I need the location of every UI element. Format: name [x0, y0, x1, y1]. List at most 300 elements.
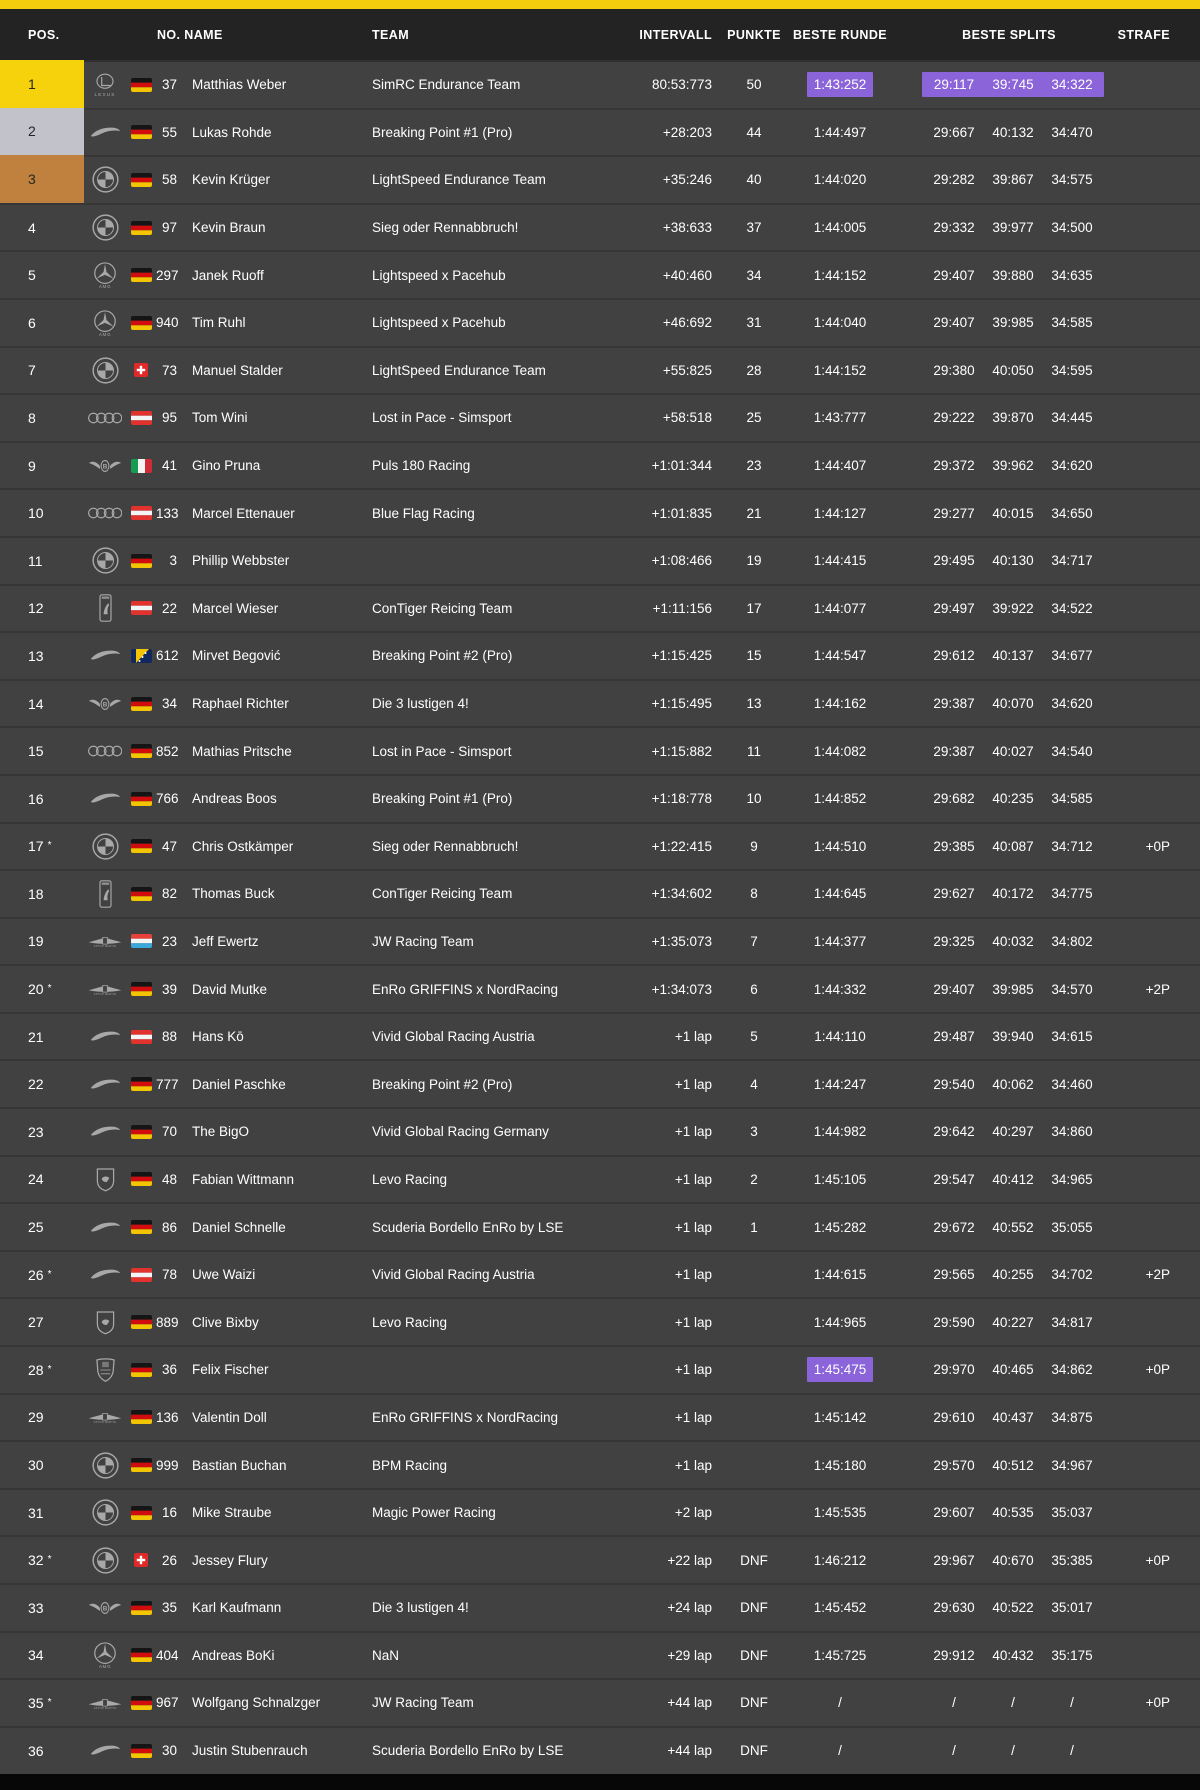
best-lap-cell: [796, 453, 884, 478]
points-value: 44: [746, 124, 762, 140]
best-lap-cell: [796, 1167, 884, 1192]
table-row: [0, 108, 1200, 156]
best-lap-value: 1:45:282: [813, 1219, 867, 1235]
points-value: 13: [746, 696, 762, 712]
split-2-value: 39:922: [992, 600, 1034, 616]
best-splits-cell: [884, 596, 1106, 621]
interval-value: +44 lap: [667, 1695, 712, 1711]
best-splits-group: [922, 1405, 1104, 1430]
driver-name: Bastian Buchan: [192, 1457, 287, 1473]
team-name: SimRC Endurance Team: [372, 77, 521, 93]
position-cell: [0, 410, 84, 426]
best-splits-cell: [884, 1643, 1106, 1668]
position-cell: [0, 315, 84, 331]
best-splits-group: [922, 405, 1104, 430]
points-value: 9: [750, 838, 758, 854]
car-number: 22: [161, 600, 177, 616]
position-number: 13: [28, 647, 44, 664]
driver-name: Andreas BoKi: [192, 1647, 275, 1663]
car-logo-mclaren-icon: [84, 792, 126, 805]
interval-value: +1:08:466: [651, 553, 712, 569]
table-row: [0, 1202, 1200, 1250]
flag-de-icon: [126, 1410, 156, 1424]
car-number: 3: [169, 553, 177, 569]
best-lap-cell: [796, 405, 884, 430]
driver-name: Raphael Richter: [192, 696, 289, 712]
best-splits-group: [922, 1357, 1104, 1382]
split-2-value: 40:062: [992, 1076, 1034, 1092]
best-splits-group-highlighted: [922, 72, 1104, 97]
driver-name: Daniel Paschke: [192, 1076, 286, 1092]
table-row: [0, 250, 1200, 298]
team-name: Blue Flag Racing: [372, 505, 475, 521]
svg-text:B: B: [102, 462, 108, 470]
position-cell: [0, 1029, 84, 1045]
interval-value: +22 lap: [667, 1552, 712, 1568]
best-splits-cell: [884, 1453, 1106, 1478]
best-lap-value: 1:44:852: [813, 791, 867, 807]
best-lap-value-highlighted: 1:45:475: [807, 1357, 874, 1382]
split-3-value: 34:875: [1051, 1409, 1093, 1425]
points-value: 6: [750, 981, 758, 997]
split-3-value: 34:967: [1051, 1457, 1093, 1473]
driver-name: Janek Ruoff: [192, 267, 264, 283]
best-splits-group: [922, 548, 1104, 573]
flag-ba-icon: [126, 649, 156, 663]
team-name: Levo Racing: [372, 1314, 448, 1330]
team-name: Breaking Point #2 (Pro): [372, 1076, 513, 1092]
position-number: 24: [28, 1171, 44, 1188]
position-cell: [0, 1600, 84, 1616]
svg-text:ASTON MARTIN: ASTON MARTIN: [93, 945, 117, 949]
best-lap-value: 1:44:005: [813, 220, 867, 236]
table-row: [0, 1726, 1200, 1774]
position-number: 29: [28, 1409, 44, 1426]
split-1-value: 29:540: [933, 1076, 975, 1092]
position-number: 21: [28, 1028, 44, 1045]
car-logo-bmw-icon: [84, 214, 126, 241]
interval-value: +35:246: [662, 172, 712, 188]
position-cell: [0, 1743, 84, 1759]
interval-value: +1 lap: [674, 1171, 712, 1187]
flag-de-icon: [126, 982, 156, 996]
position-cell: [0, 220, 84, 236]
best-splits-cell: [884, 739, 1106, 764]
interval-value: +46:692: [662, 315, 712, 331]
team-name: Scuderia Bordello EnRo by LSE: [372, 1219, 564, 1235]
penalty-value: +2P: [1145, 981, 1170, 997]
col-header-beste-splits: BESTE SPLITS: [962, 27, 1056, 42]
car-number: 999: [156, 1457, 179, 1473]
best-lap-cell: [796, 929, 884, 954]
driver-name: The BigO: [192, 1124, 250, 1140]
driver-name: Clive Bixby: [192, 1314, 259, 1330]
best-splits-cell: [884, 167, 1106, 192]
car-logo-mclaren-icon: [84, 126, 126, 139]
car-logo-amg-icon: [84, 261, 126, 289]
svg-text:ASTON MARTIN: ASTON MARTIN: [93, 1421, 117, 1425]
car-number: 97: [161, 220, 177, 236]
best-splits-group: [922, 358, 1104, 383]
car-logo-lexus-icon: [84, 73, 126, 97]
position-cell: [0, 1314, 84, 1330]
position-number: 14: [28, 695, 44, 712]
team-name: Vivid Global Racing Austria: [372, 1029, 535, 1045]
driver-name: Wolfgang Schnalzger: [192, 1695, 321, 1711]
flag-de-icon: [126, 1220, 156, 1234]
split-1-value: 29:672: [933, 1219, 975, 1235]
best-lap-value: 1:45:452: [813, 1600, 867, 1616]
split-3-value: 34:650: [1051, 505, 1093, 521]
table-row: [0, 1345, 1200, 1393]
position-cell: [0, 1171, 84, 1187]
best-lap-cell: [796, 1024, 884, 1049]
best-lap-value-highlighted: 1:43:252: [807, 72, 874, 97]
points-value: 8: [750, 886, 758, 902]
flag-ch-icon: [126, 1553, 156, 1567]
team-name: JW Racing Team: [372, 1695, 474, 1711]
interval-value: 80:53:773: [651, 77, 712, 93]
svg-text:AMG: AMG: [98, 284, 112, 290]
split-2-value: 39:985: [992, 315, 1034, 331]
position-cell: [0, 791, 84, 807]
best-splits-group: [922, 120, 1104, 145]
best-splits-group: [922, 215, 1104, 240]
split-1-value: 29:407: [933, 267, 975, 283]
best-lap-cell: [796, 643, 884, 668]
car-number: 82: [161, 886, 177, 902]
car-number: 47: [161, 838, 177, 854]
position-number: 20: [28, 981, 44, 998]
flag-de-icon: [126, 1744, 156, 1758]
car-number: 404: [156, 1647, 179, 1663]
split-3-value: 35:017: [1051, 1600, 1093, 1616]
best-splits-cell: [884, 786, 1106, 811]
driver-name: Valentin Doll: [192, 1409, 267, 1425]
position-cell: [0, 933, 84, 949]
best-splits-cell: [884, 834, 1106, 859]
interval-value: +1:15:495: [651, 696, 712, 712]
best-splits-group: [922, 1453, 1104, 1478]
car-number: 612: [156, 648, 179, 664]
position-cell: [0, 981, 84, 997]
car-logo-lamborghini-icon: [84, 1310, 126, 1335]
table-row: [0, 964, 1200, 1012]
position-cell: [0, 108, 84, 156]
split-3-value: 34:860: [1051, 1124, 1093, 1140]
split-3-value: 34:575: [1051, 172, 1093, 188]
flag-de-icon: [126, 268, 156, 282]
car-logo-bmw-icon: [84, 1452, 126, 1479]
flag-at-icon: [126, 411, 156, 425]
penalty-value: +2P: [1145, 1267, 1170, 1283]
position-cell: [0, 1647, 84, 1663]
interval-value: +40:460: [662, 267, 712, 283]
interval-value: +1 lap: [674, 1362, 712, 1378]
best-lap-cell: [796, 691, 884, 716]
split-1-value: 29:372: [933, 458, 975, 474]
split-2-value: 40:227: [992, 1314, 1034, 1330]
position-cell: [0, 1695, 84, 1711]
points-value: 40: [746, 172, 762, 188]
penalty-star-icon: *: [47, 1696, 52, 1708]
points-value: 15: [746, 648, 762, 664]
split-1-value: 29:407: [933, 315, 975, 331]
best-lap-value: /: [838, 1743, 842, 1759]
split-1-value: /: [952, 1743, 956, 1759]
best-lap-cell: [796, 977, 884, 1002]
best-splits-group: [922, 263, 1104, 288]
split-1-value: 29:682: [933, 791, 975, 807]
split-1-value: 29:590: [933, 1314, 975, 1330]
interval-value: +1 lap: [674, 1457, 712, 1473]
car-number: 37: [161, 77, 177, 93]
flag-de-icon: [126, 887, 156, 901]
flag-de-icon: [126, 1077, 156, 1091]
driver-name: Jeff Ewertz: [192, 933, 259, 949]
driver-name: Uwe Waizi: [192, 1267, 256, 1283]
best-lap-cell: [796, 1738, 884, 1763]
driver-name: Marcel Ettenauer: [192, 505, 295, 521]
flag-de-icon: [126, 1601, 156, 1615]
best-lap-value: 1:44:127: [813, 505, 867, 521]
table-row: [0, 1059, 1200, 1107]
best-lap-value: 1:44:982: [813, 1124, 867, 1140]
position-number: 15: [28, 743, 44, 760]
position-cell: [0, 267, 84, 283]
driver-name: Marcel Wieser: [192, 600, 279, 616]
car-logo-bmw-icon: [84, 357, 126, 384]
flag-de-icon: [126, 1363, 156, 1377]
car-number: 35: [161, 1600, 177, 1616]
team-name: Die 3 lustigen 4!: [372, 1600, 469, 1616]
best-lap-cell: [796, 263, 884, 288]
best-lap-value: 1:44:645: [813, 886, 867, 902]
points-value: 3: [750, 1124, 758, 1140]
split-1-value: /: [952, 1695, 956, 1711]
position-cell: [0, 458, 84, 474]
split-1-value: 29:325: [933, 933, 975, 949]
split-1-value: 29:565: [933, 1267, 975, 1283]
table-row: [0, 488, 1200, 536]
table-row: [0, 822, 1200, 870]
split-1-value: 29:667: [933, 124, 975, 140]
best-lap-value: 1:44:965: [813, 1314, 867, 1330]
position-number: 17: [28, 838, 44, 855]
split-2-value: 40:050: [992, 362, 1034, 378]
table-row: [0, 584, 1200, 632]
split-2-value: 39:870: [992, 410, 1034, 426]
split-1-value: 29:547: [933, 1171, 975, 1187]
best-lap-cell: [796, 739, 884, 764]
team-name: Lightspeed x Pacehub: [372, 267, 506, 283]
split-1-value: 29:487: [933, 1029, 975, 1045]
car-number: 967: [156, 1695, 179, 1711]
car-logo-audi-icon: [84, 507, 126, 519]
position-number: 12: [28, 600, 44, 617]
team-name: Scuderia Bordello EnRo by LSE: [372, 1743, 564, 1759]
best-lap-cell: [796, 358, 884, 383]
split-1-value: 29:380: [933, 362, 975, 378]
best-lap-cell: [796, 120, 884, 145]
position-number: 25: [28, 1219, 44, 1236]
flag-at-icon: [126, 1268, 156, 1282]
split-2-value: /: [1011, 1695, 1015, 1711]
table-row: [0, 298, 1200, 346]
best-lap-value: 1:44:377: [813, 933, 867, 949]
position-cell: [0, 1267, 84, 1283]
split-3-value: 35:385: [1051, 1552, 1093, 1568]
best-splits-cell: [884, 1024, 1106, 1049]
best-lap-cell: [796, 834, 884, 859]
driver-name: Kevin Braun: [192, 220, 266, 236]
split-2-value: 40:465: [992, 1362, 1034, 1378]
position-cell: [0, 1076, 84, 1092]
interval-value: +38:633: [662, 220, 712, 236]
position-cell: [0, 1552, 84, 1568]
split-1-value: 29:630: [933, 1600, 975, 1616]
best-splits-group: [922, 1167, 1104, 1192]
best-splits-cell: [884, 501, 1106, 526]
split-1-value: 29:495: [933, 553, 975, 569]
position-cell: [0, 60, 84, 108]
split-3-value: 34:445: [1051, 410, 1093, 426]
table-row: [0, 869, 1200, 917]
driver-name: Andreas Boos: [192, 791, 277, 807]
svg-text:B: B: [102, 1605, 108, 1613]
position-number: 34: [28, 1647, 44, 1664]
car-logo-bmw-icon: [84, 1547, 126, 1574]
car-logo-lamborghini-icon: [84, 1167, 126, 1192]
penalty-value: +0P: [1145, 1552, 1170, 1568]
col-header-no-name: NO. NAME: [157, 27, 223, 42]
best-splits-group: [922, 1024, 1104, 1049]
table-row: [0, 917, 1200, 965]
points-value: 11: [746, 743, 761, 759]
split-1-value: 29:627: [933, 886, 975, 902]
best-lap-cell: [796, 1500, 884, 1525]
flag-de-icon: [126, 173, 156, 187]
team-name: Breaking Point #2 (Pro): [372, 648, 513, 664]
car-number: 78: [161, 1267, 177, 1283]
best-splits-cell: [884, 1119, 1106, 1144]
team-name: Die 3 lustigen 4!: [372, 696, 469, 712]
split-3-value: 34:620: [1051, 696, 1093, 712]
table-row: [0, 1535, 1200, 1583]
best-splits-cell: [884, 1405, 1106, 1430]
split-3-value: 34:595: [1051, 362, 1093, 378]
best-splits-cell: [884, 1215, 1106, 1240]
car-number: 86: [161, 1219, 177, 1235]
best-lap-value: 1:44:077: [813, 600, 867, 616]
table-row: [0, 1250, 1200, 1298]
position-number: 22: [28, 1076, 44, 1093]
table-row: [0, 679, 1200, 727]
driver-name: Manuel Stalder: [192, 362, 283, 378]
car-logo-bmw-icon: [84, 833, 126, 860]
split-3-value: 34:775: [1051, 886, 1093, 902]
team-name: NaN: [372, 1647, 400, 1663]
svg-text:ASTON MARTIN: ASTON MARTIN: [93, 993, 117, 997]
split-2-value: 40:255: [992, 1267, 1034, 1283]
split-2-value: 40:235: [992, 791, 1034, 807]
car-logo-bentley-icon: [84, 459, 126, 473]
split-1-value: 29:607: [933, 1505, 975, 1521]
split-3-value: 34:585: [1051, 791, 1093, 807]
car-number: 133: [156, 505, 179, 521]
best-lap-value: 1:44:020: [813, 172, 867, 188]
points-value: 10: [746, 791, 762, 807]
split-2-value: 40:172: [992, 886, 1034, 902]
penalty-value: +0P: [1145, 1695, 1170, 1711]
split-2-value: 40:437: [992, 1409, 1034, 1425]
best-lap-value: 1:44:162: [813, 696, 867, 712]
driver-name: Daniel Schnelle: [192, 1219, 286, 1235]
points-value: DNF: [740, 1552, 768, 1568]
position-number: 27: [28, 1314, 44, 1331]
team-name: Sieg oder Rennabbruch!: [372, 220, 519, 236]
car-logo-mclaren-icon: [84, 1030, 126, 1043]
flag-de-icon: [126, 125, 156, 139]
table-row: [0, 1393, 1200, 1441]
best-splits-cell: [884, 1738, 1106, 1763]
best-lap-value: 1:44:415: [813, 553, 867, 569]
car-number: 34: [161, 696, 177, 712]
team-name: Magic Power Racing: [372, 1505, 496, 1521]
split-1-value: 29:407: [933, 981, 975, 997]
split-3-value: 34:322: [1051, 77, 1093, 93]
split-2-value: 40:027: [992, 743, 1034, 759]
best-splits-cell: [884, 1357, 1106, 1382]
driver-name: Kevin Krüger: [192, 172, 271, 188]
driver-name: Fabian Wittmann: [192, 1171, 295, 1187]
flag-ch-icon: [126, 363, 156, 377]
split-3-value: 34:500: [1051, 220, 1093, 236]
points-value: 17: [746, 600, 762, 616]
flag-de-icon: [126, 78, 156, 92]
split-2-value: 39:867: [992, 172, 1034, 188]
split-2-value: 40:137: [992, 648, 1034, 664]
col-header-team: TEAM: [372, 27, 410, 42]
best-lap-cell: [796, 1690, 884, 1715]
penalty-star-icon: *: [47, 983, 52, 995]
interval-value: +1 lap: [674, 1124, 712, 1140]
split-3-value: 35:037: [1051, 1505, 1093, 1521]
svg-text:LEXUS: LEXUS: [94, 91, 116, 97]
table-row: [0, 1297, 1200, 1345]
position-cell: [0, 1457, 84, 1473]
interval-value: +1:18:778: [651, 791, 712, 807]
split-1-value: 29:277: [933, 505, 975, 521]
best-lap-cell: [796, 1595, 884, 1620]
split-2-value: 40:522: [992, 1600, 1034, 1616]
flag-de-icon: [126, 316, 156, 330]
flag-at-icon: [126, 1030, 156, 1044]
team-name: ConTiger Reicing Team: [372, 886, 513, 902]
driver-name: Justin Stubenrauch: [192, 1743, 308, 1759]
car-logo-bentley-icon: [84, 697, 126, 711]
best-splits-cell: [884, 929, 1106, 954]
split-2-value: 40:130: [992, 553, 1034, 569]
split-3-value: 34:615: [1051, 1029, 1093, 1045]
best-lap-cell: [796, 1548, 884, 1573]
best-splits-cell: [884, 548, 1106, 573]
split-2-value: 40:432: [992, 1647, 1034, 1663]
position-cell: [0, 696, 84, 712]
table-row: [0, 774, 1200, 822]
best-splits-cell: [884, 977, 1106, 1002]
position-number: 1: [28, 75, 36, 92]
